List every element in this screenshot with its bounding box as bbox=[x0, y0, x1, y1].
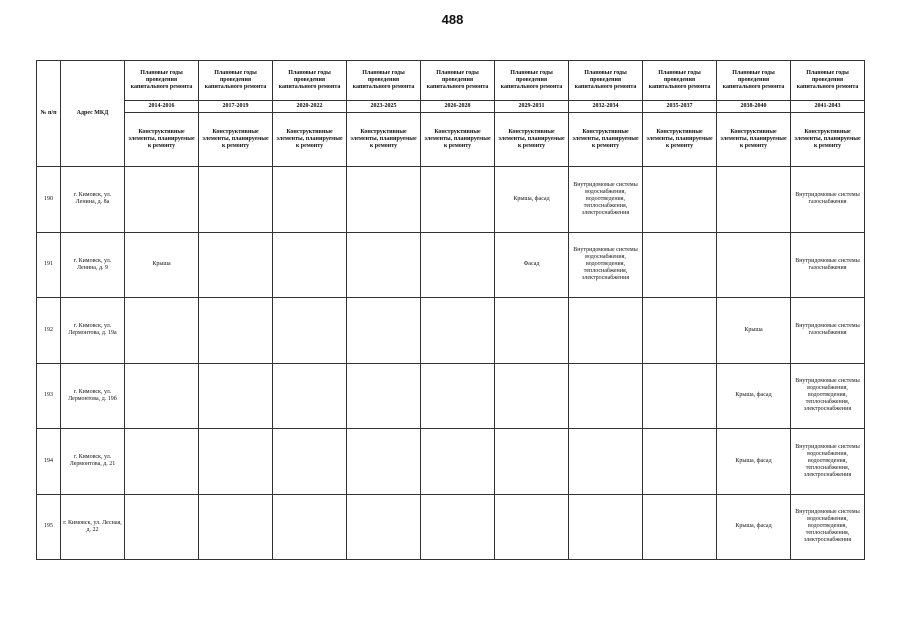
table-cell bbox=[643, 429, 717, 495]
table-cell: Крыша, фасад bbox=[717, 429, 791, 495]
header-row-titles bbox=[37, 61, 865, 101]
table-cell bbox=[125, 363, 199, 429]
period-years: 2026-2028 bbox=[421, 101, 495, 113]
table-cell: Крыша bbox=[717, 298, 791, 364]
table-cell bbox=[347, 167, 421, 233]
table-cell bbox=[421, 429, 495, 495]
table-cell: Внутридомовые системы водоснабжения, водоотведения, теплоснабжения, электроснабжения bbox=[791, 494, 865, 560]
table-cell bbox=[273, 298, 347, 364]
table-row bbox=[37, 298, 865, 364]
period-title: Плановые годы проведения капитального ремонта bbox=[791, 61, 865, 101]
table-cell bbox=[347, 363, 421, 429]
table-cell bbox=[199, 429, 273, 495]
period-years: 2041-2043 bbox=[791, 101, 865, 113]
table-cell bbox=[125, 167, 199, 233]
table-cell bbox=[643, 167, 717, 233]
row-address: г. Кимовск, ул. Лермонтова, д. 21 bbox=[61, 429, 125, 495]
header-row-years bbox=[37, 101, 865, 113]
period-subtitle: Конструктивные элементы, планируемые к ремонту bbox=[421, 113, 495, 167]
period-years: 2029-2031 bbox=[495, 101, 569, 113]
table-cell: Внутридомовые системы водоснабжения, водоотведения, теплоснабжения, электроснабжения bbox=[791, 363, 865, 429]
row-number: 194 bbox=[37, 429, 61, 495]
table-cell bbox=[347, 298, 421, 364]
row-number: 195 bbox=[37, 494, 61, 560]
table-cell bbox=[643, 232, 717, 298]
table-cell bbox=[495, 298, 569, 364]
period-title: Плановые годы проведения капитального ремонта bbox=[495, 61, 569, 101]
period-subtitle: Конструктивные элементы, планируемые к ремонту bbox=[643, 113, 717, 167]
row-address: г. Кимовск, ул. Ленина, д. 8а bbox=[61, 167, 125, 233]
period-years: 2032-2034 bbox=[569, 101, 643, 113]
table-cell bbox=[199, 494, 273, 560]
table-cell bbox=[421, 298, 495, 364]
period-subtitle: Конструктивные элементы, планируемые к ремонту bbox=[495, 113, 569, 167]
table-cell bbox=[421, 167, 495, 233]
table-cell bbox=[199, 298, 273, 364]
table-cell bbox=[125, 298, 199, 364]
period-title: Плановые годы проведения капитального ремонта bbox=[347, 61, 421, 101]
table-cell: Крыша bbox=[125, 232, 199, 298]
table-cell bbox=[643, 298, 717, 364]
table-cell bbox=[347, 494, 421, 560]
capital-repair-table bbox=[36, 60, 865, 560]
period-title: Плановые годы проведения капитального ремонта bbox=[569, 61, 643, 101]
table-cell: Внутридомовые системы водоснабжения, водоотведения, теплоснабжения, электроснабжения bbox=[791, 429, 865, 495]
table-cell bbox=[421, 232, 495, 298]
table-cell bbox=[717, 232, 791, 298]
period-subtitle: Конструктивные элементы, планируемые к ремонту bbox=[199, 113, 273, 167]
table-cell bbox=[199, 167, 273, 233]
table-cell bbox=[273, 494, 347, 560]
period-years: 2014-2016 bbox=[125, 101, 199, 113]
table-row bbox=[37, 232, 865, 298]
table-cell bbox=[273, 429, 347, 495]
table-cell bbox=[495, 363, 569, 429]
table-cell: Фасад bbox=[495, 232, 569, 298]
row-address: г. Кимовск, ул. Лермонтова, д. 19а bbox=[61, 298, 125, 364]
table-cell bbox=[421, 494, 495, 560]
row-number: 190 bbox=[37, 167, 61, 233]
period-years: 2020-2022 bbox=[273, 101, 347, 113]
table-cell bbox=[569, 298, 643, 364]
row-address: г. Кимовск, ул. Лермонтова, д. 19б bbox=[61, 363, 125, 429]
table-cell: Крыша, фасад bbox=[717, 363, 791, 429]
period-subtitle: Конструктивные элементы, планируемые к ремонту bbox=[717, 113, 791, 167]
table-row bbox=[37, 363, 865, 429]
table-cell bbox=[569, 494, 643, 560]
table-cell: Внутридомовые системы водоснабжения, водоотведения, теплоснабжения, электроснабжения bbox=[569, 167, 643, 233]
table-cell bbox=[199, 232, 273, 298]
period-years: 2017-2019 bbox=[199, 101, 273, 113]
table-cell: Внутридомовые системы газоснабжения bbox=[791, 298, 865, 364]
period-subtitle: Конструктивные элементы, планируемые к ремонту bbox=[273, 113, 347, 167]
table-cell bbox=[643, 494, 717, 560]
table-cell bbox=[569, 363, 643, 429]
table-cell bbox=[273, 363, 347, 429]
row-number: 193 bbox=[37, 363, 61, 429]
table-cell bbox=[495, 429, 569, 495]
table-cell: Крыша, фасад bbox=[717, 494, 791, 560]
period-title: Плановые годы проведения капитального ремонта bbox=[421, 61, 495, 101]
period-title: Плановые годы проведения капитального ремонта bbox=[273, 61, 347, 101]
period-years: 2038-2040 bbox=[717, 101, 791, 113]
period-subtitle: Конструктивные элементы, планируемые к ремонту bbox=[791, 113, 865, 167]
table-cell bbox=[347, 429, 421, 495]
period-subtitle: Конструктивные элементы, планируемые к ремонту bbox=[125, 113, 199, 167]
period-title: Плановые годы проведения капитального ремонта bbox=[125, 61, 199, 101]
header-row-subtitles bbox=[37, 113, 865, 167]
table-cell bbox=[495, 494, 569, 560]
table-cell bbox=[273, 167, 347, 233]
table-row bbox=[37, 167, 865, 233]
table-cell: Внутридомовые системы газоснабжения bbox=[791, 232, 865, 298]
table-cell bbox=[199, 363, 273, 429]
row-address: г. Кимовск, ул. Ленина, д. 9 bbox=[61, 232, 125, 298]
table-cell bbox=[569, 429, 643, 495]
page-number: 488 bbox=[441, 12, 464, 27]
row-address: г. Кимовск, ул. Лесная, д. 22 bbox=[61, 494, 125, 560]
table-cell: Внутридомовые системы газоснабжения bbox=[791, 167, 865, 233]
row-number: 192 bbox=[37, 298, 61, 364]
table-cell bbox=[643, 363, 717, 429]
period-title: Плановые годы проведения капитального ремонта bbox=[643, 61, 717, 101]
period-title: Плановые годы проведения капитального ремонта bbox=[199, 61, 273, 101]
header-num: № п/п bbox=[37, 61, 61, 167]
table-row bbox=[37, 429, 865, 495]
table-cell: Крыша, фасад bbox=[495, 167, 569, 233]
table-cell bbox=[125, 429, 199, 495]
period-subtitle: Конструктивные элементы, планируемые к ремонту bbox=[347, 113, 421, 167]
row-number: 191 bbox=[37, 232, 61, 298]
header-address: Адрес МКД bbox=[61, 61, 125, 167]
table-cell bbox=[273, 232, 347, 298]
table-cell bbox=[717, 167, 791, 233]
table-cell bbox=[347, 232, 421, 298]
period-years: 2035-2037 bbox=[643, 101, 717, 113]
table-cell bbox=[125, 494, 199, 560]
period-years: 2023-2025 bbox=[347, 101, 421, 113]
table-cell bbox=[421, 363, 495, 429]
period-subtitle: Конструктивные элементы, планируемые к ремонту bbox=[569, 113, 643, 167]
period-title: Плановые годы проведения капитального ремонта bbox=[717, 61, 791, 101]
table-row bbox=[37, 494, 865, 560]
table-cell: Внутридомовые системы водоснабжения, водоотведения, теплоснабжения, электроснабжения bbox=[569, 232, 643, 298]
